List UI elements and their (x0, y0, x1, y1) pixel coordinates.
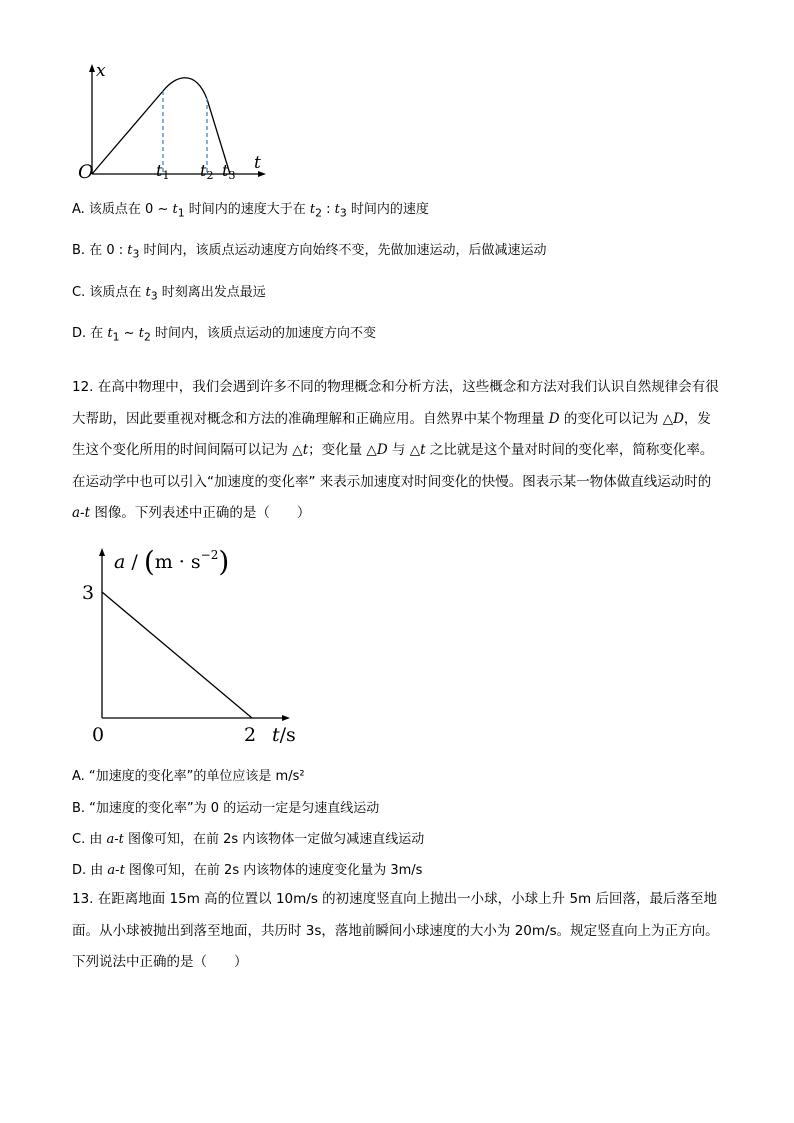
q11-option-d[interactable]: D. 在 $t_1$ ~ $t_2$ 时间内，该质点运动的加速度方向不变 (72, 326, 376, 344)
q13-stem: 13. 在距离地面 15m 高的位置以 10m/s 的初速度竖直向上抛出一小球，小球上升 5m 后回落，最后落至地面。从小球被抛出到落至地面，共历时 3s，落地前瞬间小球速度的大小为 20m/s。规定竖直向上为正方向。下列说法中正确的是（ ） (72, 891, 719, 970)
xt-tick-t2: t2 (200, 161, 214, 182)
q12-option-b[interactable]: B. “加速度的变化率”为 0 的运动一定是匀速直线运动 (72, 801, 380, 816)
xt-tick-t3: t3 (222, 161, 236, 182)
xt-y-label: x (96, 61, 106, 81)
at-line (102, 592, 252, 718)
at-y-label: $a / (m \cdot s^{-2})$ (114, 545, 230, 578)
at-x-arrow (282, 715, 290, 721)
q12-option-d[interactable]: D. 由 a-t 图像可知，在前 2s 内该物体的速度变化量为 3m/s (72, 863, 423, 878)
at-y-arrow (99, 548, 105, 556)
q11-option-b[interactable]: B. 在 0 : $t_3$ 时间内，该质点运动速度方向始终不变，先做加速运动，后做减速运动 (72, 243, 547, 261)
at-origin: 0 (92, 724, 105, 746)
xt-graph (70, 58, 280, 188)
xt-x-label: t (254, 153, 261, 173)
xt-origin: O (78, 161, 94, 183)
at-x-value: 2 (244, 724, 257, 746)
xt-curve (92, 78, 230, 174)
q11-option-a[interactable]: A. 该质点在 0 ~ $t_1$ 时间内的速度大于在 $t_2$ : $t_3$ 时间内的速度 (72, 202, 429, 220)
at-y-value: 3 (82, 582, 95, 604)
q12-option-a[interactable]: A. “加速度的变化率”的单位应该是 m/s² (72, 769, 305, 784)
xt-y-arrow (89, 64, 95, 72)
q12-option-c[interactable]: C. 由 a-t 图像可知，在前 2s 内该物体一定做匀减速直线运动 (72, 832, 425, 847)
at-graph (78, 538, 308, 753)
xt-tick-t1: t1 (156, 161, 170, 182)
at-x-label: t/s (272, 724, 296, 746)
q11-option-c[interactable]: C. 该质点在 $t_3$ 时刻离出发点最远 (72, 285, 266, 303)
q12-stem: 12. 在高中物理中，我们会遇到许多不同的物理概念和分析方法，这些概念和方法对我们认识自然规律会有很大帮助，因此要重视对概念和方法的准确理解和正确应用。自然界中某个物理量 D 的变化可以记为 △D，发生这个变化所用的时间间隔可以记为 △t；变化量 △D 与 △t 之比就是这个量对时间的变化率，简称变化率。 在运动学中也可以引入“加速度的变化率” 来表示加速度对时间变化的快慢。图表示某一物体做直线运动时的 a-t 图像。下列表述中正确的是（ ） (72, 379, 719, 521)
